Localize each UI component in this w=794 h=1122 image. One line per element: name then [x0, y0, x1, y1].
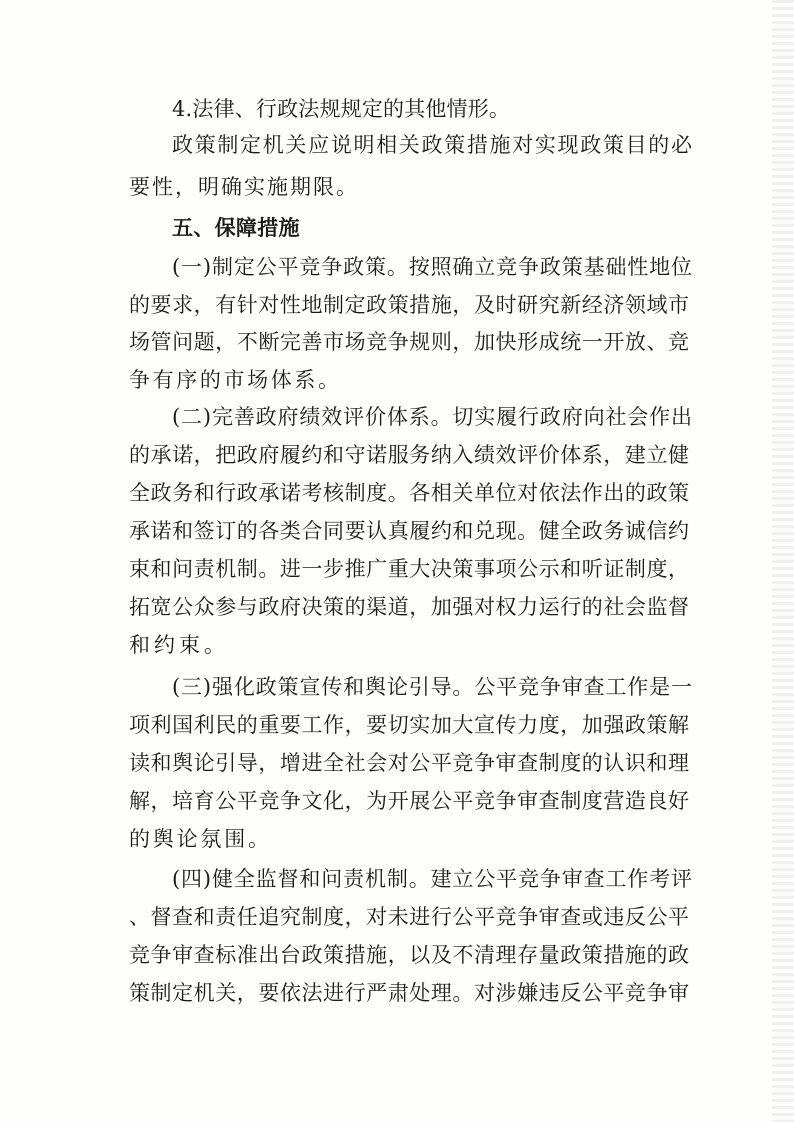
text-line-2: 政策制定机关应说明相关政策措施对实现政策目的必 — [172, 133, 694, 157]
text-line-7: 场管问题，不断完善市场竞争规则，加快形成统一开放、竞 — [129, 330, 690, 354]
text-line-8: 争有序的市场体系。 — [129, 368, 342, 392]
text-line-13: 束和问责机制。进一步推广重大决策事项公示和听证制度， — [129, 557, 690, 581]
text-line-3: 要性，明确实施期限。 — [129, 175, 359, 199]
text-line-14: 拓宽公众参与政府决策的渠道，加强对权力运行的社会监督 — [129, 595, 690, 619]
text-line-17: 项利国利民的重要工作，要切实加大宣传力度，加强政策解 — [129, 713, 690, 737]
text-line-16: (三)强化政策宣传和舆论引导。公平竞争审查工作是一 — [172, 675, 693, 699]
text-line-21: (四)健全监督和问责机制。建立公平竞争审查工作考评 — [172, 867, 693, 891]
text-line-1: 4.法律、行政法规规定的其他情形。 — [172, 97, 511, 121]
text-line-18: 读和舆论引导，增进全社会对公平竞争审查制度的认识和理 — [129, 751, 690, 775]
text-line-10: 的承诺，把政府履约和守诺服务纳入绩效评价体系，建立健 — [129, 443, 690, 467]
text-line-19: 解，培育公平竞争文化，为开展公平竞争审查制度营造良好 — [129, 789, 690, 813]
text-line-12: 承诺和签订的各类合同要认真履约和兑现。健全政务诚信约 — [129, 519, 690, 543]
text-line-6: 的要求，有针对性地制定政策措施，及时研究新经济领域市 — [129, 293, 690, 317]
text-line-9: (二)完善政府绩效评价体系。切实履行政府向社会作出 — [172, 405, 693, 429]
text-line-23: 竞争审查标准出台政策措施，以及不清理存量政策措施的政 — [129, 943, 690, 967]
text-line-24: 策制定机关，要依法进行严肃处理。对涉嫌违反公平竞争审 — [129, 981, 690, 1005]
text-line-11: 全政务和行政承诺考核制度。各相关单位对依法作出的政策 — [129, 481, 690, 505]
text-line-15: 和约束。 — [129, 633, 229, 657]
text-line-22: 、督查和责任追究制度，对未进行公平竞争审查或违反公平 — [129, 905, 690, 929]
section-heading: 五、保障措施 — [172, 216, 300, 240]
text-line-20: 的舆论氛围。 — [129, 827, 272, 851]
text-line-5: (一)制定公平竞争政策。按照确立竞争政策基础性地位 — [172, 255, 693, 279]
scan-edge-texture — [772, 0, 794, 1122]
